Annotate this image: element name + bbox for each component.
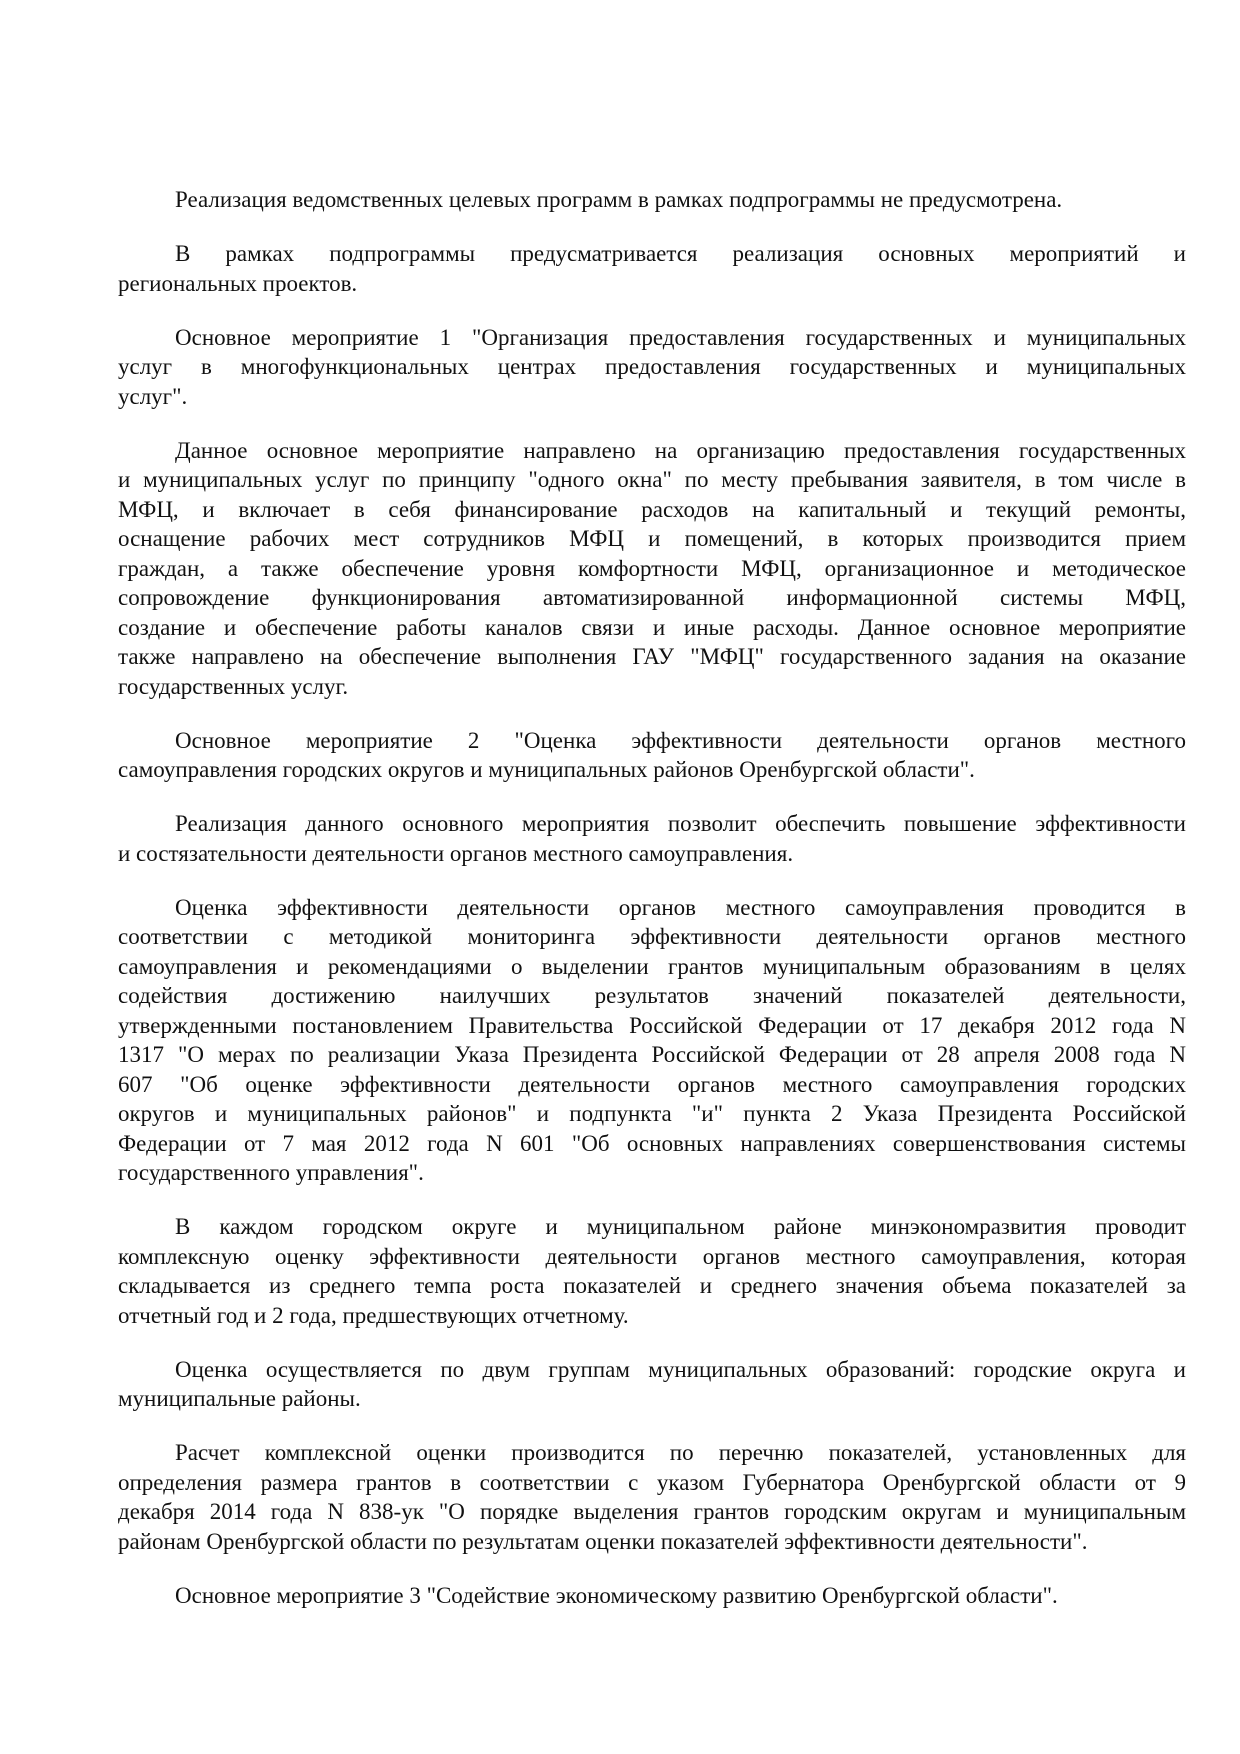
text-line: отчетный год и 2 года, предшествующих отчетному. xyxy=(118,1302,629,1328)
paragraph xyxy=(118,809,1186,868)
text-line: округов и муниципальных районов" и подпункта "и" пункта 2 Указа Президента Российской xyxy=(118,1101,1186,1126)
text-line: самоуправления городских округов и муниципальных районов Оренбургской области". xyxy=(118,757,975,782)
text-line: граждан, а также обеспечение уровня комфортности МФЦ, организационное и методическое xyxy=(118,555,1186,581)
text-line: В рамках подпрограммы предусматривается реализация основных мероприятий и xyxy=(175,241,1186,266)
text-line: оснащение рабочих мест сотрудников МФЦ и помещений, в которых производится прием xyxy=(118,526,1186,551)
text-line: региональных проектов. xyxy=(118,270,358,296)
text-line: декабря 2014 года N 838-ук "О порядке выделения грантов городским округам и муниципальным xyxy=(118,1499,1186,1524)
text-line: Оценка осуществляется по двум группам муниципальных образований: городские округа и xyxy=(175,1356,1186,1382)
text-line: районам Оренбургской области по результатам оценки показателей эффективности деятельности". xyxy=(118,1528,1088,1554)
paragraph xyxy=(118,323,1186,412)
text-line: сопровождение функционирования автоматизированной информационной системы МФЦ, xyxy=(118,585,1186,610)
paragraph xyxy=(118,436,1186,702)
text-line: складывается из среднего темпа роста показателей и среднего значения объема показателей за xyxy=(118,1273,1186,1298)
text-line: 607 "Об оценке эффективности деятельности органов местного самоуправления городских xyxy=(118,1071,1186,1097)
text-line: государственного управления". xyxy=(118,1160,424,1185)
text-line: услуг в многофункциональных центрах предоставления государственных и муниципальных xyxy=(118,354,1186,379)
text-line: государственных услуг. xyxy=(118,673,349,699)
text-line: и муниципальных услуг по принципу "одного окна" по месту пребывания заявителя, в том числе в xyxy=(118,467,1186,492)
paragraph xyxy=(118,893,1186,1188)
text-line: Реализация ведомственных целевых программ в рамках подпрограммы не предусмотрена. xyxy=(175,187,1063,212)
text-line: Основное мероприятие 1 "Организация предоставления государственных и муниципальных xyxy=(175,324,1186,350)
text-line: муниципальные районы. xyxy=(118,1386,361,1411)
text-line: Реализация данного основного мероприятия позволит обеспечить повышение эффективности xyxy=(175,811,1186,836)
paragraph xyxy=(118,1355,1186,1414)
text-line: Данное основное мероприятие направлено на организацию предоставления государственных xyxy=(175,437,1186,463)
paragraph xyxy=(118,185,1186,215)
document-page xyxy=(118,185,1186,1635)
text-line: Основное мероприятие 2 "Оценка эффективности деятельности органов местного xyxy=(175,727,1186,753)
text-line: Основное мероприятие 3 "Содействие экономическому развитию Оренбургской области". xyxy=(175,1582,1058,1608)
paragraph xyxy=(118,726,1186,785)
text-line: содействия достижению наилучших результатов значений показателей деятельности, xyxy=(118,983,1186,1008)
text-line: комплексную оценку эффективности деятельности органов местного самоуправления, которая xyxy=(118,1243,1186,1269)
text-line: самоуправления и рекомендациями о выделении грантов муниципальным образованиям в целях xyxy=(118,953,1186,979)
text-line: и состязательности деятельности органов местного самоуправления. xyxy=(118,840,794,866)
text-line: Расчет комплексной оценки производится по перечню показателей, установленных для xyxy=(175,1440,1186,1465)
paragraph xyxy=(118,1438,1186,1556)
text-line: услуг". xyxy=(118,383,188,409)
text-line: создание и обеспечение работы каналов связи и иные расходы. Данное основное мероприятие xyxy=(118,614,1186,640)
text-line: МФЦ, и включает в себя финансирование расходов на капитальный и текущий ремонты, xyxy=(118,496,1186,522)
text-line: Федерации от 7 мая 2012 года N 601 "Об основных направлениях совершенствования системы xyxy=(118,1130,1186,1156)
text-line: утвержденными постановлением Правительства Российской Федерации от 17 декабря 2012 года N xyxy=(118,1012,1186,1038)
paragraph xyxy=(118,1581,1186,1611)
paragraph xyxy=(118,1212,1186,1330)
text-line: также направлено на обеспечение выполнения ГАУ "МФЦ" государственного задания на оказание xyxy=(118,644,1186,669)
paragraph xyxy=(118,239,1186,298)
text-line: соответствии с методикой мониторинга эффективности деятельности органов местного xyxy=(118,924,1186,949)
text-line: 1317 "О мерах по реализации Указа Президента Российской Федерации от 28 апреля 2008 года N xyxy=(118,1042,1186,1067)
text-line: В каждом городском округе и муниципальном районе минэкономразвития проводит xyxy=(175,1214,1186,1239)
text-line: определения размера грантов в соответствии с указом Губернатора Оренбургской области от 9 xyxy=(118,1469,1186,1495)
text-line: Оценка эффективности деятельности органов местного самоуправления проводится в xyxy=(175,894,1186,920)
